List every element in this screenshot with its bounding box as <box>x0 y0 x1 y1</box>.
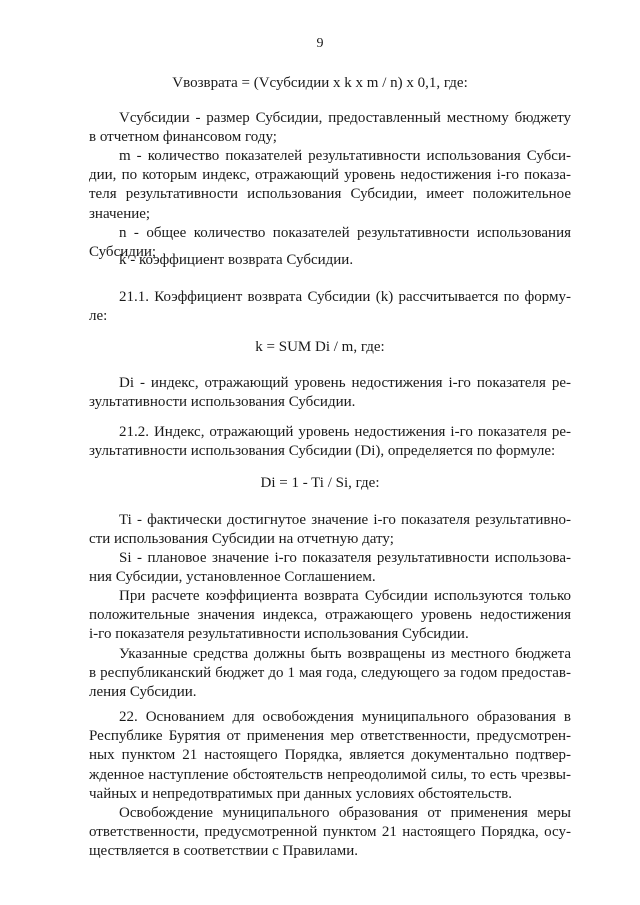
paragraph-k-definition <box>89 251 571 270</box>
text-line: m - количество показателей результативности использования Субси- <box>119 148 571 164</box>
paragraph-21-1 <box>89 288 571 326</box>
paragraph-di-definition <box>89 374 571 412</box>
text-line: Субсидии; <box>89 244 157 261</box>
page-number: 9 <box>316 36 324 51</box>
text-line: сти использования Субсидии на отчетную дату; <box>89 531 394 548</box>
text-line: k - коэффициент возврата Субсидии. <box>119 252 354 268</box>
formula-v-return: Vвозврата = (Vсубсидии x k x m / n) x 0,1, где: <box>172 75 468 91</box>
text-line: теля результативности использования Субсидии, имеет положительное <box>89 186 571 203</box>
paragraph-ti-definition <box>89 511 571 549</box>
text-line: 22. Основанием для освобождения муниципального образования в <box>119 709 571 725</box>
text-line: i-го показателя результативности использования Субсидии. <box>89 626 469 643</box>
text-line: ществляется в соответствии с Правилами. <box>89 843 359 860</box>
paragraph-return-funds <box>89 645 571 703</box>
text-line: зультативности использования Субсидии (Di), определяется по формуле: <box>89 443 556 460</box>
paragraph-exemption <box>89 804 571 862</box>
text-line: ле: <box>89 308 108 325</box>
text-line: в республиканский бюджет до 1 мая года, следующего за годом предостав- <box>89 665 571 682</box>
text-line: зультативности использования Субсидии. <box>89 394 356 411</box>
text-line: в отчетном финансовом году; <box>89 129 277 146</box>
text-line: Ti - фактически достигнутое значение i-го показателя результативно- <box>119 512 571 528</box>
text-line: 21.2. Индекс, отражающий уровень недостижения i-го показателя ре- <box>119 424 571 440</box>
formula-k: k = SUM Di / m, где: <box>255 339 385 355</box>
text-line: 21.1. Коэффициент возврата Субсидии (k) рассчитывается по форму- <box>119 289 571 305</box>
text-line: Vсубсидии - размер Субсидии, предоставленный местному бюджету <box>119 110 571 126</box>
text-line: чайных и непредотвратимых при данных условиях обстоятельств. <box>89 785 513 802</box>
text-line: При расчете коэффициента возврата Субсидии используются только <box>119 588 571 604</box>
text-line: Указанные средства должны быть возвращены из местного бюджета <box>119 646 571 662</box>
text-line: Освобождение муниципального образования от применения меры <box>119 805 571 821</box>
paragraph-21-2 <box>89 423 571 461</box>
paragraph-positive-values <box>89 587 571 645</box>
text-line: жденное наступление обстоятельств непреодолимой силы, то есть чрезвы- <box>89 766 571 783</box>
text-line: положительные значения индекса, отражающего уровень недостижения <box>89 607 571 624</box>
paragraph-si-definition <box>89 549 571 587</box>
text-line: дии, по которым индекс, отражающий уровень недостижения i-го показа- <box>89 167 571 184</box>
text-line: ления Субсидии. <box>89 684 197 701</box>
text-line: ния Субсидии, установленное Соглашением. <box>89 569 376 586</box>
text-line: n - общее количество показателей результативности использования <box>119 225 571 241</box>
text-line: Республике Бурятия от применения мер ответственности, предусмотрен- <box>89 728 571 745</box>
formula-d: Di = 1 - Ti / Si, где: <box>260 475 380 491</box>
text-line: ответственности, предусмотренной пунктом 21 настоящего Порядка, осу- <box>89 824 571 841</box>
text-line: Si - плановое значение i-го показателя результативности использова- <box>119 550 571 566</box>
paragraph-v-subsidy <box>89 109 571 147</box>
paragraph-22 <box>89 708 571 804</box>
text-line: значение; <box>89 205 151 222</box>
text-line: ных пунктом 21 настоящего Порядка, является документально подтвер- <box>89 747 571 764</box>
paragraph-m-definition <box>89 147 571 224</box>
text-line: Di - индекс, отражающий уровень недостижения i-го показателя ре- <box>119 375 571 391</box>
